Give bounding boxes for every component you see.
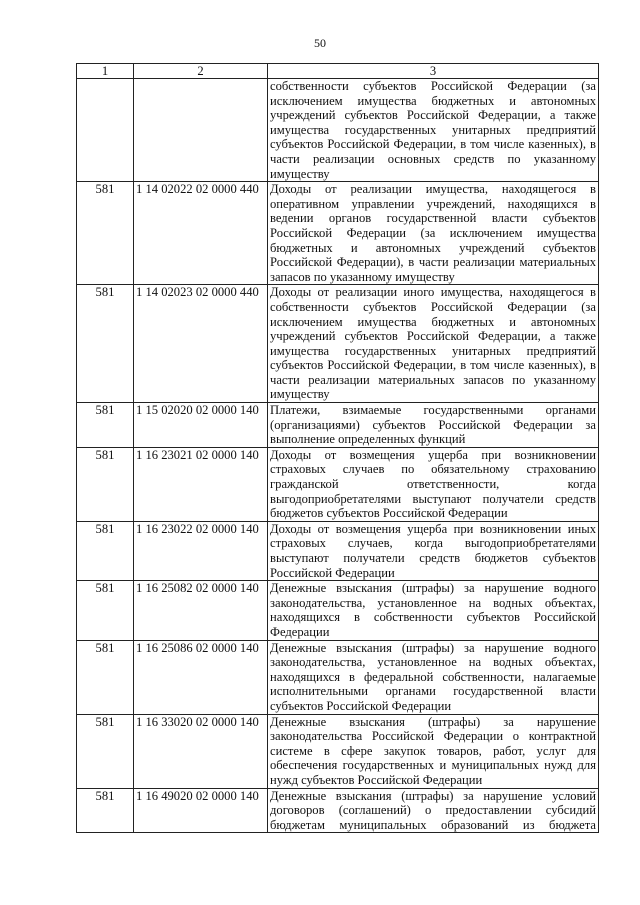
budget-code-cell: 1 14 02023 02 0000 440 bbox=[134, 285, 268, 403]
admin-code-cell: 581 bbox=[77, 521, 134, 580]
description-cell: Денежные взыскания (штрафы) за нарушение условий договоров (соглашений) о предоставлении субсидий бюджетам муниципальных образований из бюджета bbox=[268, 788, 599, 833]
table-row bbox=[77, 447, 599, 521]
description-cell: Доходы от реализации имущества, находящегося в оперативном управлении учреждений, находящихся в ведении органов государственной власти субъектов Российской Федерации (за исключением имущества бюджетных и автономных учреждений субъектов Российской Федерации), в части реализации материальных запасов по указанному имуществу bbox=[268, 182, 599, 285]
budget-code-cell: 1 14 02022 02 0000 440 bbox=[134, 182, 268, 285]
header-col-2: 2 bbox=[134, 64, 268, 79]
table-row bbox=[77, 640, 599, 714]
description-cell: Денежные взыскания (штрафы) за нарушение водного законодательства, установленное на водных объектах, находящихся в собственности субъектов Российской Федерации bbox=[268, 581, 599, 640]
admin-code-cell: 581 bbox=[77, 447, 134, 521]
description-cell: Доходы от возмещения ущерба при возникновении иных страховых случаев, когда выгодоприобретателями выступают получатели средств бюджетов субъектов Российской Федерации bbox=[268, 521, 599, 580]
description-cell: Денежные взыскания (штрафы) за нарушение законодательства Российской Федерации о контрактной системе в сфере закупок товаров, работ, услуг для обеспечения государственных и муниципальных нужд для нужд субъектов Российской Федерации bbox=[268, 714, 599, 788]
admin-code-cell: 581 bbox=[77, 581, 134, 640]
budget-code-cell: 1 16 25082 02 0000 140 bbox=[134, 581, 268, 640]
table-row bbox=[77, 182, 599, 285]
revenue-codes-table bbox=[76, 63, 599, 833]
admin-code-cell: 581 bbox=[77, 640, 134, 714]
table-row bbox=[77, 788, 599, 833]
budget-code-cell: 1 15 02020 02 0000 140 bbox=[134, 403, 268, 448]
budget-code-cell bbox=[134, 79, 268, 182]
table-row bbox=[77, 403, 599, 448]
description-cell: Доходы от возмещения ущерба при возникновении страховых случаев по обязательному страхованию гражданской ответственности, когда выгодоприобретателями выступают получатели средств бюджетов субъектов Российской Федерации bbox=[268, 447, 599, 521]
description-cell: Денежные взыскания (штрафы) за нарушение водного законодательства, установленное на водных объектах, находящихся в федеральной собственности, налагаемые исполнительными органами государственной власти субъектов Российской Федерации bbox=[268, 640, 599, 714]
header-col-3: 3 bbox=[268, 64, 599, 79]
table-row bbox=[77, 285, 599, 403]
budget-code-cell: 1 16 25086 02 0000 140 bbox=[134, 640, 268, 714]
budget-code-cell: 1 16 49020 02 0000 140 bbox=[134, 788, 268, 833]
budget-code-cell: 1 16 23021 02 0000 140 bbox=[134, 447, 268, 521]
admin-code-cell bbox=[77, 79, 134, 182]
budget-code-cell: 1 16 23022 02 0000 140 bbox=[134, 521, 268, 580]
description-cell: Платежи, взимаемые государственными органами (организациями) субъектов Российской Федерации за выполнение определенных функций bbox=[268, 403, 599, 448]
table-row bbox=[77, 79, 599, 182]
description-cell: Доходы от реализации иного имущества, находящегося в собственности субъектов Российской Федерации (за исключением имущества бюджетных и автономных учреждений субъектов Российской Федерации, а также имущества государственных унитарных предприятий субъектов Российской Федерации, в том числе казенных), в части реализации материальных запасов по указанному имуществу bbox=[268, 285, 599, 403]
budget-code-cell: 1 16 33020 02 0000 140 bbox=[134, 714, 268, 788]
description-cell: собственности субъектов Российской Федерации (за исключением имущества бюджетных и автономных учреждений субъектов Российской Федерации, а также имущества государственных унитарных предприятий субъектов Российской Федерации, в том числе казенных), в части реализации основных средств по указанному имуществу bbox=[268, 79, 599, 182]
page-number: 50 bbox=[314, 36, 326, 50]
table-row bbox=[77, 521, 599, 580]
admin-code-cell: 581 bbox=[77, 788, 134, 833]
table-header-row bbox=[77, 64, 599, 79]
table-row bbox=[77, 714, 599, 788]
admin-code-cell: 581 bbox=[77, 182, 134, 285]
table-row bbox=[77, 581, 599, 640]
admin-code-cell: 581 bbox=[77, 403, 134, 448]
admin-code-cell: 581 bbox=[77, 285, 134, 403]
header-col-1: 1 bbox=[77, 64, 134, 79]
admin-code-cell: 581 bbox=[77, 714, 134, 788]
